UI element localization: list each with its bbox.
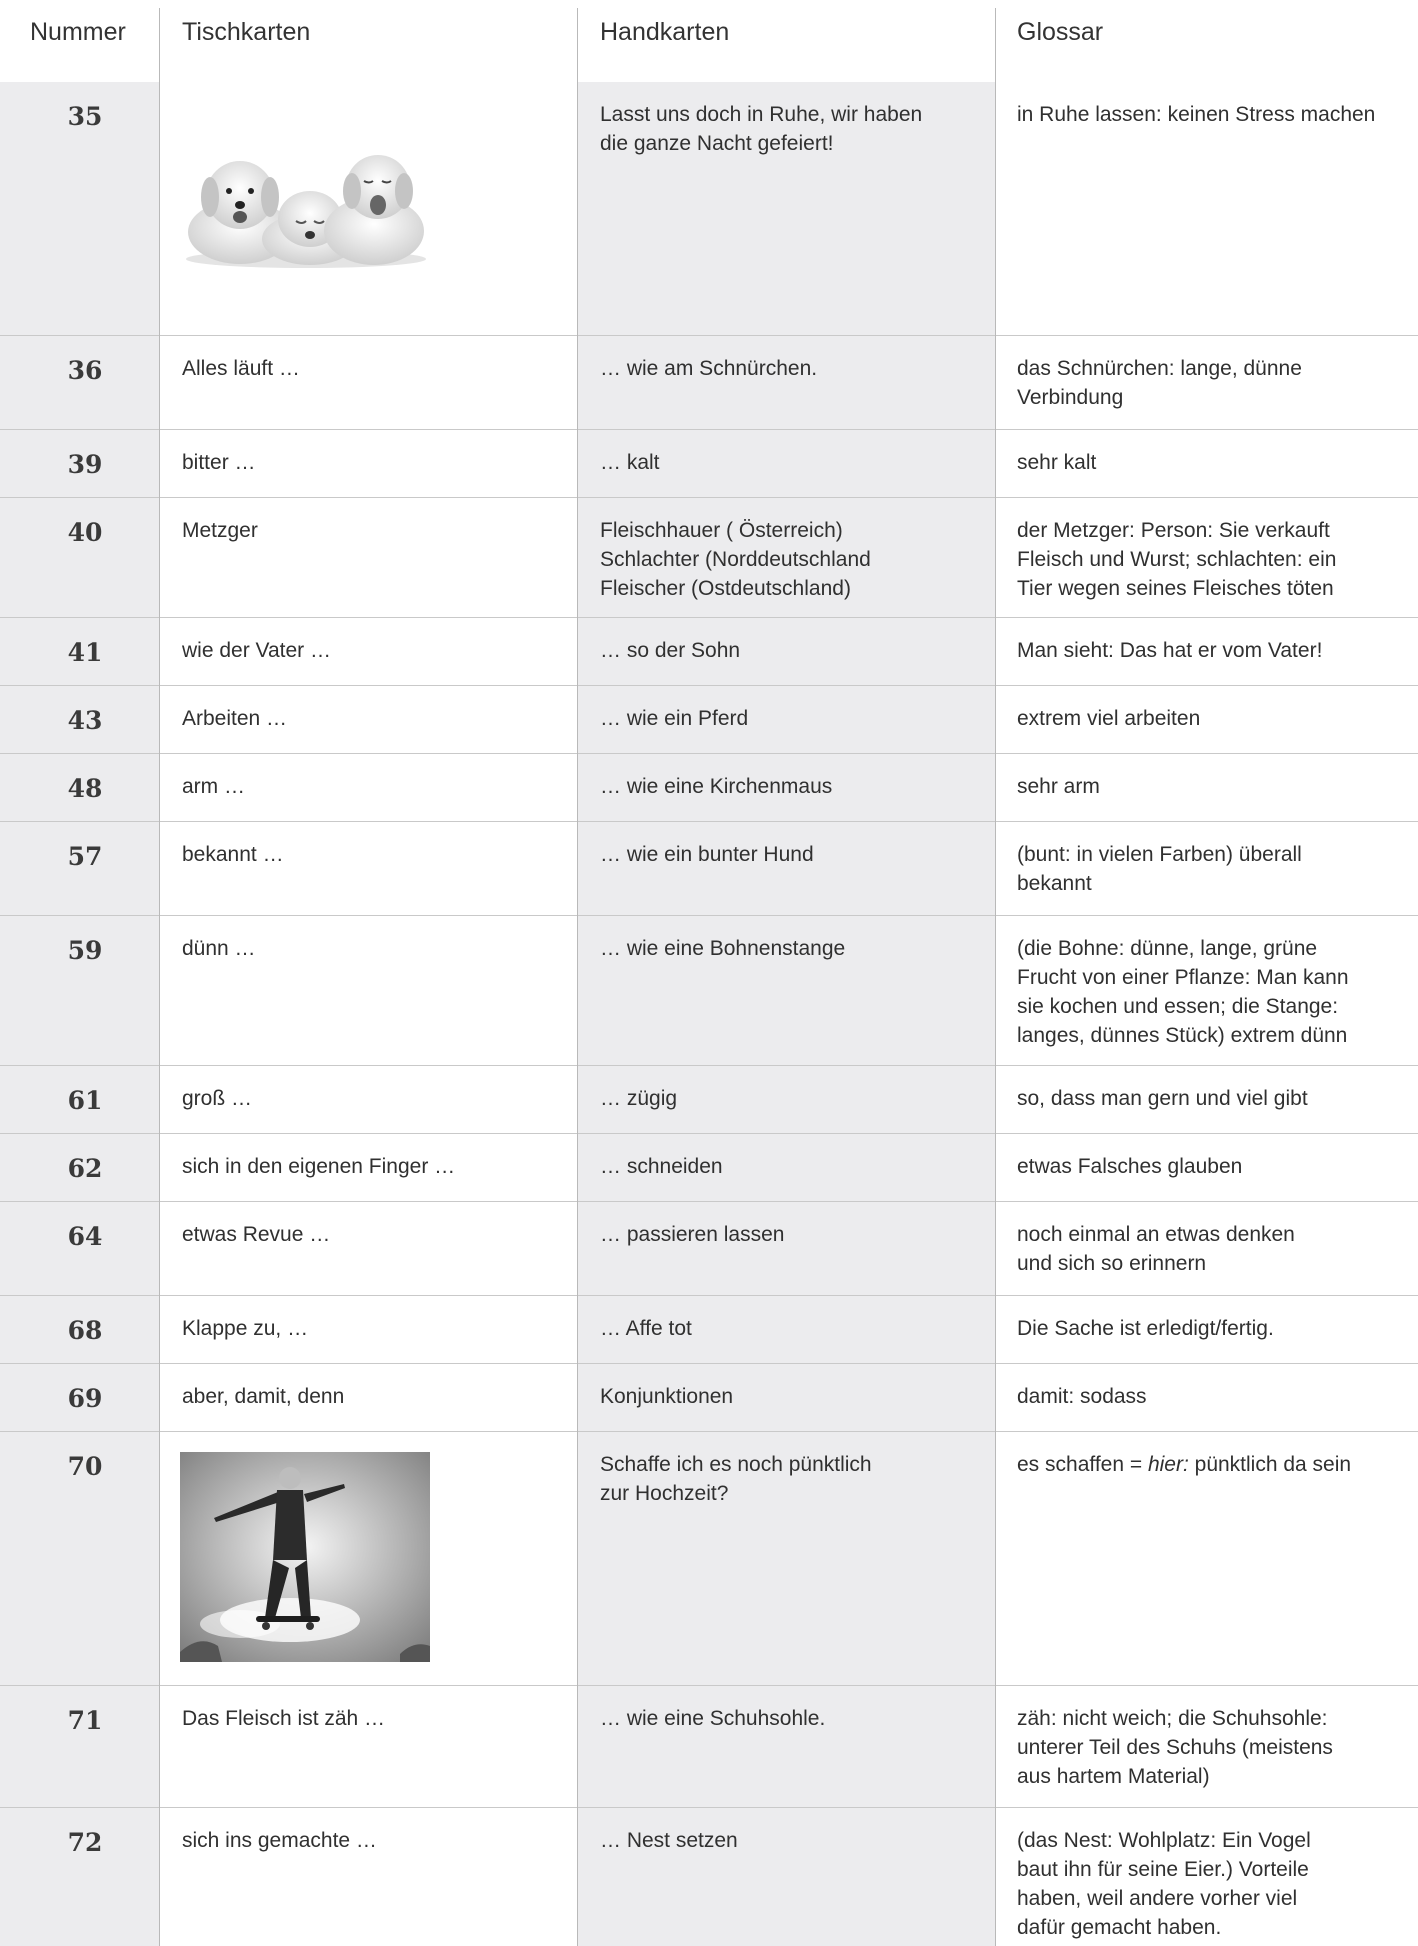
handkarten-cell: … kalt [600, 451, 660, 474]
header-handkarten: Handkarten [600, 18, 730, 46]
tischkarten-cell: bekannt … [182, 843, 284, 866]
tischkarten-cell: Das Fleisch ist zäh … [182, 1707, 386, 1730]
handkarten-cell: … wie eine Bohnenstange [600, 937, 846, 960]
row-number: 62 [67, 1154, 103, 1183]
table-row [0, 498, 1418, 618]
table-row [0, 336, 1418, 430]
tischkarten-cell: Klappe zu, … [182, 1317, 309, 1340]
table-row [0, 430, 1418, 498]
row-number: 59 [67, 936, 103, 965]
row-number: 35 [67, 102, 103, 131]
row-number: 68 [67, 1316, 103, 1345]
table-row [0, 916, 1418, 1066]
handkarten-cell: … passieren lassen [600, 1223, 785, 1246]
glossar-text-prefix: es schaffen = [1017, 1453, 1148, 1476]
tischkarten-cell: Alles läuft … [182, 357, 300, 380]
glossar-cell: Die Sache ist erledigt/fertig. [1017, 1317, 1274, 1340]
header-tischkarten: Tischkarten [182, 18, 311, 46]
tischkarten-cell: dünn … [182, 937, 256, 960]
handkarten-cell: … schneiden [600, 1155, 723, 1178]
handkarten-cell: … wie eine Schuhsohle. [600, 1707, 826, 1730]
handkarten-cell: … wie ein bunter Hund [600, 843, 814, 866]
tischkarten-cell: etwas Revue … [182, 1223, 331, 1246]
table-row [0, 1134, 1418, 1202]
table-row [0, 754, 1418, 822]
puppies-photo [182, 147, 430, 270]
handkarten-cell: … zügig [600, 1087, 678, 1110]
tischkarten-cell: sich ins gemachte … [182, 1829, 377, 1852]
handkarten-cell: Lasst uns doch in Ruhe, wir haben die ganze Nacht gefeiert! [600, 103, 923, 155]
glossar-cell: (die Bohne: dünne, lange, grüne Frucht von einer Pflanze: Man kann sie kochen und essen; die Stange: langes, dünnes Stück) extrem dünn [1017, 937, 1349, 1047]
table-row [0, 1202, 1418, 1296]
table-row [0, 618, 1418, 686]
row-number: 64 [67, 1222, 103, 1251]
glossar-cell: so, dass man gern und viel gibt [1017, 1087, 1308, 1110]
table-row [0, 686, 1418, 754]
glossar-cell: noch einmal an etwas denken und sich so erinnern [1017, 1223, 1295, 1275]
tischkarten-cell: Arbeiten … [182, 707, 288, 730]
table-row [0, 822, 1418, 916]
glossar-cell: zäh: nicht weich; die Schuhsohle: unterer Teil des Schuhs (meistens aus hartem Material) [1017, 1707, 1333, 1788]
tischkarten-cell: sich in den eigenen Finger … [182, 1155, 456, 1178]
row-number: 72 [67, 1828, 103, 1857]
glossar-text-italic: hier: [1147, 1453, 1189, 1476]
header-glossar: Glossar [1017, 18, 1104, 46]
handkarten-cell: … Affe tot [600, 1317, 692, 1340]
table-header [0, 0, 1418, 82]
glossar-cell: das Schnürchen: lange, dünne Verbindung [1017, 357, 1302, 409]
handkarten-cell: … wie am Schnürchen. [600, 357, 818, 380]
handkarten-cell: … Nest setzen [600, 1829, 738, 1852]
table-row [0, 1364, 1418, 1432]
column-divider [159, 8, 160, 1946]
glossar-cell: Man sieht: Das hat er vom Vater! [1017, 639, 1323, 662]
row-number: 41 [67, 638, 103, 667]
header-nummer: Nummer [30, 18, 126, 46]
table-row [0, 1432, 1418, 1686]
glossar-cell: etwas Falsches glauben [1017, 1155, 1243, 1178]
row-number: 43 [67, 706, 103, 735]
table-row [0, 82, 1418, 336]
glossar-cell [1017, 1450, 1402, 1479]
column-divider [995, 8, 996, 1946]
table-body [0, 82, 1418, 1946]
row-number: 57 [67, 842, 103, 871]
tischkarten-cell: aber, damit, denn [182, 1385, 345, 1408]
table-row [0, 1066, 1418, 1134]
glossar-cell: (bunt: in vielen Farben) überall bekannt [1017, 843, 1302, 895]
tischkarten-cell: wie der Vater … [182, 639, 331, 662]
table-row [0, 1808, 1418, 1946]
tischkarten-cell: bitter … [182, 451, 256, 474]
row-number: 40 [67, 518, 103, 547]
tischkarten-cell: Metzger [182, 519, 258, 542]
skateboard-man-photo [180, 1452, 430, 1662]
row-number: 70 [67, 1452, 103, 1481]
row-number: 48 [67, 774, 103, 803]
handkarten-cell: … so der Sohn [600, 639, 741, 662]
handkarten-cell: … wie ein Pferd [600, 707, 749, 730]
glossar-cell: der Metzger: Person: Sie verkauft Fleisch und Wurst; schlachten: ein Tier wegen seines Fleisches töten [1017, 519, 1337, 600]
glossar-cell: extrem viel arbeiten [1017, 707, 1201, 730]
row-number: 69 [67, 1384, 103, 1413]
glossar-cell: (das Nest: Wohlplatz: Ein Vogel baut ihn für seine Eier.) Vorteile haben, weil andere vorher viel dafür gemacht haben. [1017, 1829, 1311, 1939]
handkarten-cell: … wie eine Kirchenmaus [600, 775, 833, 798]
row-number: 36 [67, 356, 103, 385]
row-number: 71 [67, 1706, 103, 1735]
tischkarten-cell: groß … [182, 1087, 253, 1110]
table-row [0, 1296, 1418, 1364]
column-divider [577, 8, 578, 1946]
table-row [0, 1686, 1418, 1808]
row-number: 39 [67, 450, 103, 479]
glossar-text-suffix: pünktlich da sein [1188, 1453, 1352, 1476]
glossar-cell: damit: sodass [1017, 1385, 1147, 1408]
glossar-cell: in Ruhe lassen: keinen Stress machen [1017, 103, 1376, 126]
handkarten-cell: Konjunktionen [600, 1385, 734, 1408]
glossar-cell: sehr kalt [1017, 451, 1097, 474]
handkarten-cell: Fleischhauer ( Österreich) Schlachter (Norddeutschland Fleischer (Ostdeutschland) [600, 519, 871, 600]
row-number: 61 [67, 1086, 103, 1115]
handkarten-cell: Schaffe ich es noch pünktlich zur Hochzeit? [600, 1453, 872, 1505]
tischkarten-cell: arm … [182, 775, 245, 798]
glossar-cell: sehr arm [1017, 775, 1100, 798]
